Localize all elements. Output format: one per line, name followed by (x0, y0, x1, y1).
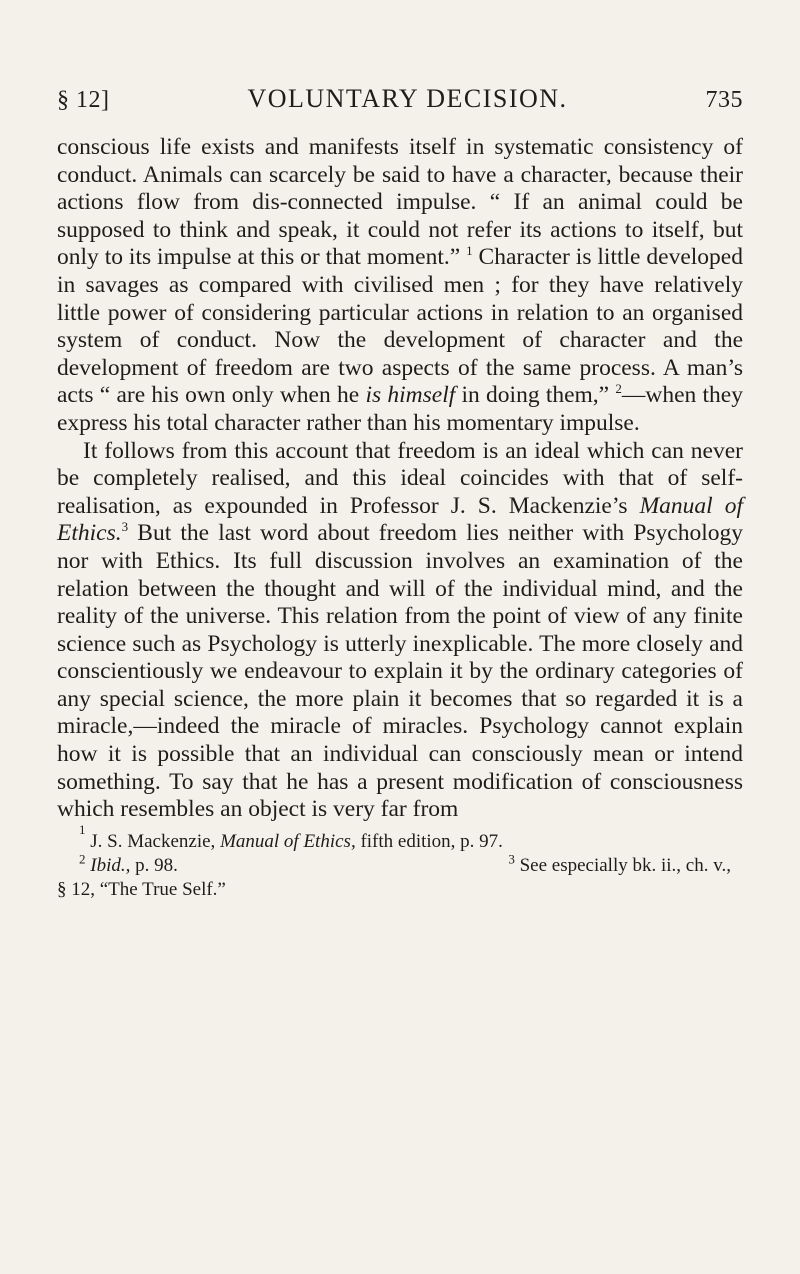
body-text (57, 134, 743, 824)
footnote-ref-3: 3 (121, 519, 129, 535)
footnote-3 (508, 851, 743, 878)
paragraph-1 (57, 134, 743, 438)
paragraph-1-text-c: in doing them,” (455, 382, 616, 409)
footnote-1 (57, 821, 743, 854)
footnote-2-ibid: Ibid., (85, 854, 131, 876)
footnote-2-mark: 2 (79, 851, 86, 867)
paragraph-1-text-a: conscious life exists and manifests itself in systematic consistency of conduct. Animals can scarcely be said to have a character, because their actions flow from dis-connected impulse. “ If an animal could be supposed to think and speak, it could not refer its actions to itself, but only to its impulse at this or that moment.” (57, 134, 743, 271)
page-number: 735 (705, 87, 743, 113)
footnote-ref-1: 1 (466, 243, 473, 259)
section-marker: § 12] (57, 87, 110, 113)
footnote-1-text-b: fifth edition, p. 97. (355, 830, 503, 852)
footnote-3-text: See especially bk. ii., ch. v., (514, 854, 731, 876)
footnote-3-mark: 3 (508, 851, 515, 867)
footnote-ref-2: 2 (615, 381, 622, 397)
footnote-3-continuation: § 12, “The True Self.” (57, 878, 226, 900)
paragraph-2-book-title: Manual of Ethics. (57, 492, 744, 547)
footnote-1-book-title: Manual of Ethics, (220, 830, 356, 852)
footnote-1-text-a: J. S. Mackenzie, (85, 830, 221, 852)
footnote-2-3-line (57, 851, 743, 878)
paragraph-1-text-d: —when they express his total character rather than his momentary impulse. (57, 382, 743, 436)
paragraph-2-text-a: It follows from this account that freedom is an ideal which can never be completely realised, and this ideal coincides with that of self-realisation, as expounded in Professor J. S. Mackenzie’s (57, 437, 743, 519)
footnote-3-continuation-line (57, 878, 743, 902)
footnote-2-text: p. 98. (130, 854, 178, 876)
paragraph-2 (57, 438, 743, 824)
footnotes (57, 821, 743, 902)
book-page (57, 84, 743, 902)
paragraph-2-text-b: But the last word about freedom lies neither with Psychology nor with Ethics. Its full discussion involves an examination of the relation between the thought and will of the individual mind, and the reality of the universe. This relation from the point of view of any finite science such as Psychology is utterly inexplicable. The more closely and conscientiously we endeavour to explain it by the ordinary categories of any special science, the more plain it becomes that so regarded it is a miracle,—indeed the miracle of miracles. Psychology cannot explain how it is possible that an individual can consciously mean or intend something. To say that he has a present modification of consciousness which resembles an object is very far from (57, 520, 743, 823)
running-title: VOLUNTARY DECISION. (247, 84, 568, 113)
paragraph-1-text-b: Character is little developed in savages as compared with civilised men ; for they have relatively little power of considering particular actions in relation to an organised system of conduct. Now the development of character and the development of freedom are two aspects of the same process. A man’s acts “ are his own only when he (57, 244, 743, 409)
footnote-1-mark: 1 (79, 821, 86, 837)
footnote-2 (79, 851, 178, 878)
paragraph-1-emphasis: is himself (365, 382, 456, 409)
running-header (57, 84, 743, 120)
